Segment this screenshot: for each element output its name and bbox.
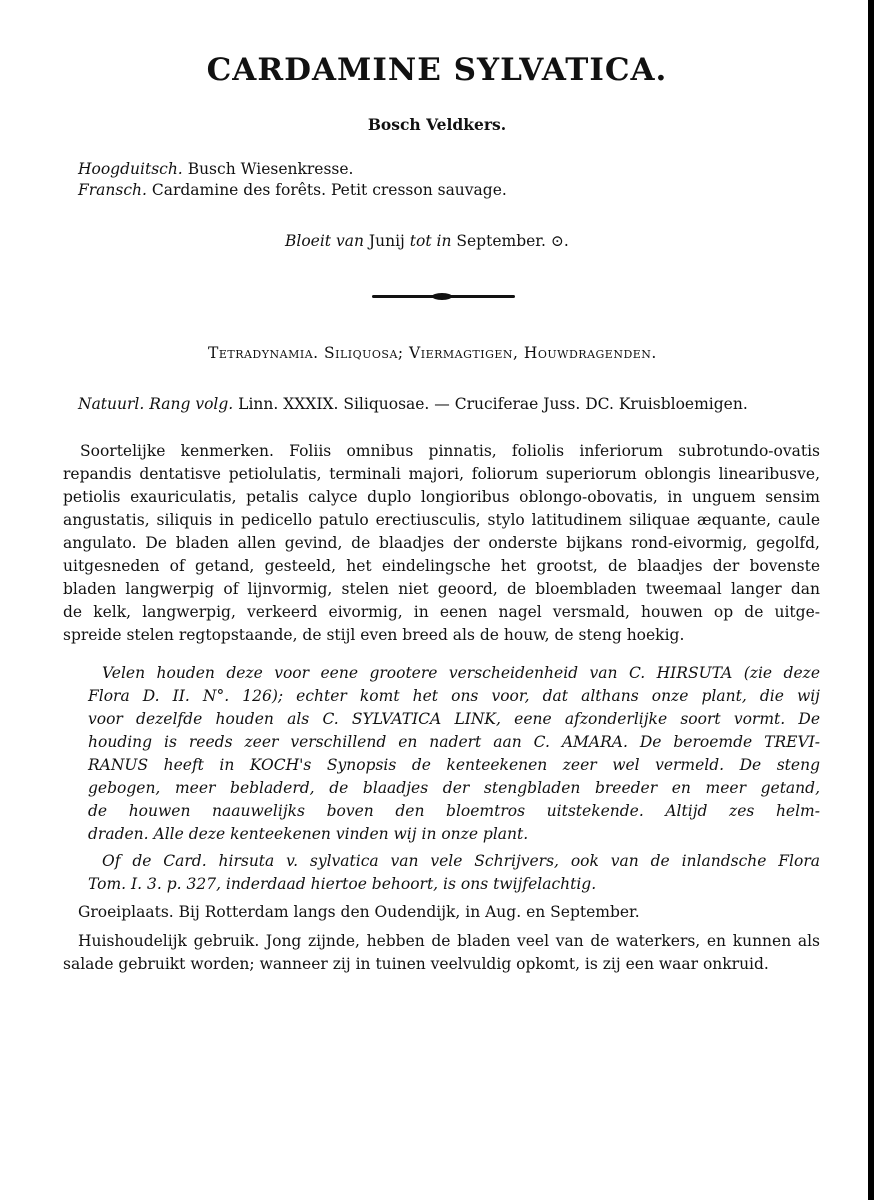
german-label: Hoogduitsch.: [78, 160, 183, 178]
flowering-text-d: September. ⊙.: [456, 232, 569, 250]
classification-text: Tetradynamia. Siliquosa; Viermagtigen, Houwdragenden.: [208, 344, 657, 362]
description-line: de kelk, langwerpig, verkeerd eivormig, in eenen nagel versmald, houwen op de uitge-: [63, 603, 820, 621]
notes-line: RANUS heeft in KOCH's Synopsis de kenteekenen zeer wel vermeld. De steng: [88, 756, 820, 774]
notes-line: houding is reeds zeer verschillend en nadert aan C. AMARA. De beroemde TREVI-: [88, 733, 820, 751]
notes-line: draden. Alle deze kenteekenen vinden wij in onze plant.: [88, 825, 529, 843]
french-label: Fransch.: [78, 181, 147, 199]
description-line: angulato. De bladen allen gevind, de blaadjes der onderste bijkans rond-eivormig, gegolfd,: [63, 534, 820, 552]
habitat-line: [78, 903, 640, 921]
classification-line: [208, 344, 657, 362]
natural-order-label: Natuurl. Rang volg.: [78, 395, 234, 413]
habitat-text: Groeiplaats. Bij Rotterdam langs den Oudendijk, in Aug. en September.: [78, 903, 640, 921]
dutch-name: Bosch Veldkers.: [367, 115, 507, 134]
notes-paragraph: [88, 662, 820, 846]
page-edge-shadow: [868, 0, 874, 1200]
notes-line: gebogen, meer bebladerd, de blaadjes der stengbladen breeder en meer getand,: [88, 779, 820, 797]
german-name: Busch Wiesenkresse.: [187, 160, 354, 178]
description-line: uitgesneden of getand, gesteeld, het eindelingsche het grootst, de blaadjes der bovenste: [63, 557, 820, 575]
natural-order-line: [78, 395, 748, 413]
description-line: repandis dentatisve petiolulatis, terminali majori, foliorum superiorum oblongis linearibusve,: [63, 465, 820, 483]
german-name-line: [78, 160, 354, 178]
notes-line: Flora D. II. N°. 126); echter komt het ons voor, dat althans onze plant, die wij: [88, 687, 820, 705]
usage-line: salade gebruikt worden; wanneer zij in tuinen veelvuldig opkomt, is zij een waar onkruid.: [63, 955, 769, 973]
usage-paragraph: [63, 930, 820, 976]
french-name-line: [78, 181, 507, 199]
flowering-text-a: Bloeit van: [285, 232, 364, 250]
description-line: petiolis exauriculatis, petalis calyce duplo longioribus oblongo-obovatis, in unguem sensim: [63, 488, 820, 506]
description-line: bladen langwerpig of lijnvormig, stelen niet geoord, de bloembladen tweemaal langer dan: [63, 580, 820, 598]
notes-line: Of de Card. hirsuta v. sylvatica van vele Schrijvers, ook van de inlandsche Flora: [102, 852, 820, 870]
notes-line: voor dezelfde houden als C. SYLVATICA LINK, eene afzonderlijke soort vormt. De: [88, 710, 820, 728]
description-line: spreide stelen regtopstaande, de stijl even breed als de houw, de steng hoekig.: [63, 626, 685, 644]
notes-line: Velen houden deze voor eene grootere verscheidenheid van C. HIRSUTA (zie deze: [102, 664, 820, 682]
description-line: Soortelijke kenmerken. Foliis omnibus pinnatis, foliolis inferiorum subrotundo-ovatis: [80, 442, 820, 460]
flowering-period: [285, 232, 569, 250]
notes-line: Tom. I. 3. p. 327, inderdaad hiertoe behoort, is ons twijfelachtig.: [88, 875, 597, 893]
usage-line: Huishoudelijk gebruik. Jong zijnde, hebben de bladen veel van de waterkers, en kunnen als: [78, 932, 820, 950]
notes-line: de houwen naauwelijks boven den bloemtros uitstekende. Altijd zes helm-: [88, 802, 820, 820]
natural-order-text: Linn. XXXIX. Siliquosae. — Cruciferae Juss. DC. Kruisbloemigen.: [238, 395, 748, 413]
flowering-text-b: Junij: [368, 232, 405, 250]
description-line: angustatis, siliquis in pedicello patulo erectiusculis, stylo latitudinem siliquae æquante, caule: [63, 511, 820, 529]
species-description: [63, 440, 820, 647]
page-title: CARDAMINE SYLVATICA.: [206, 52, 668, 88]
decorative-rule: [372, 295, 515, 298]
flowering-text-c: tot in: [409, 232, 452, 250]
notes-paragraph-2: [88, 850, 820, 896]
french-name: Cardamine des forêts. Petit cresson sauvage.: [151, 181, 507, 199]
